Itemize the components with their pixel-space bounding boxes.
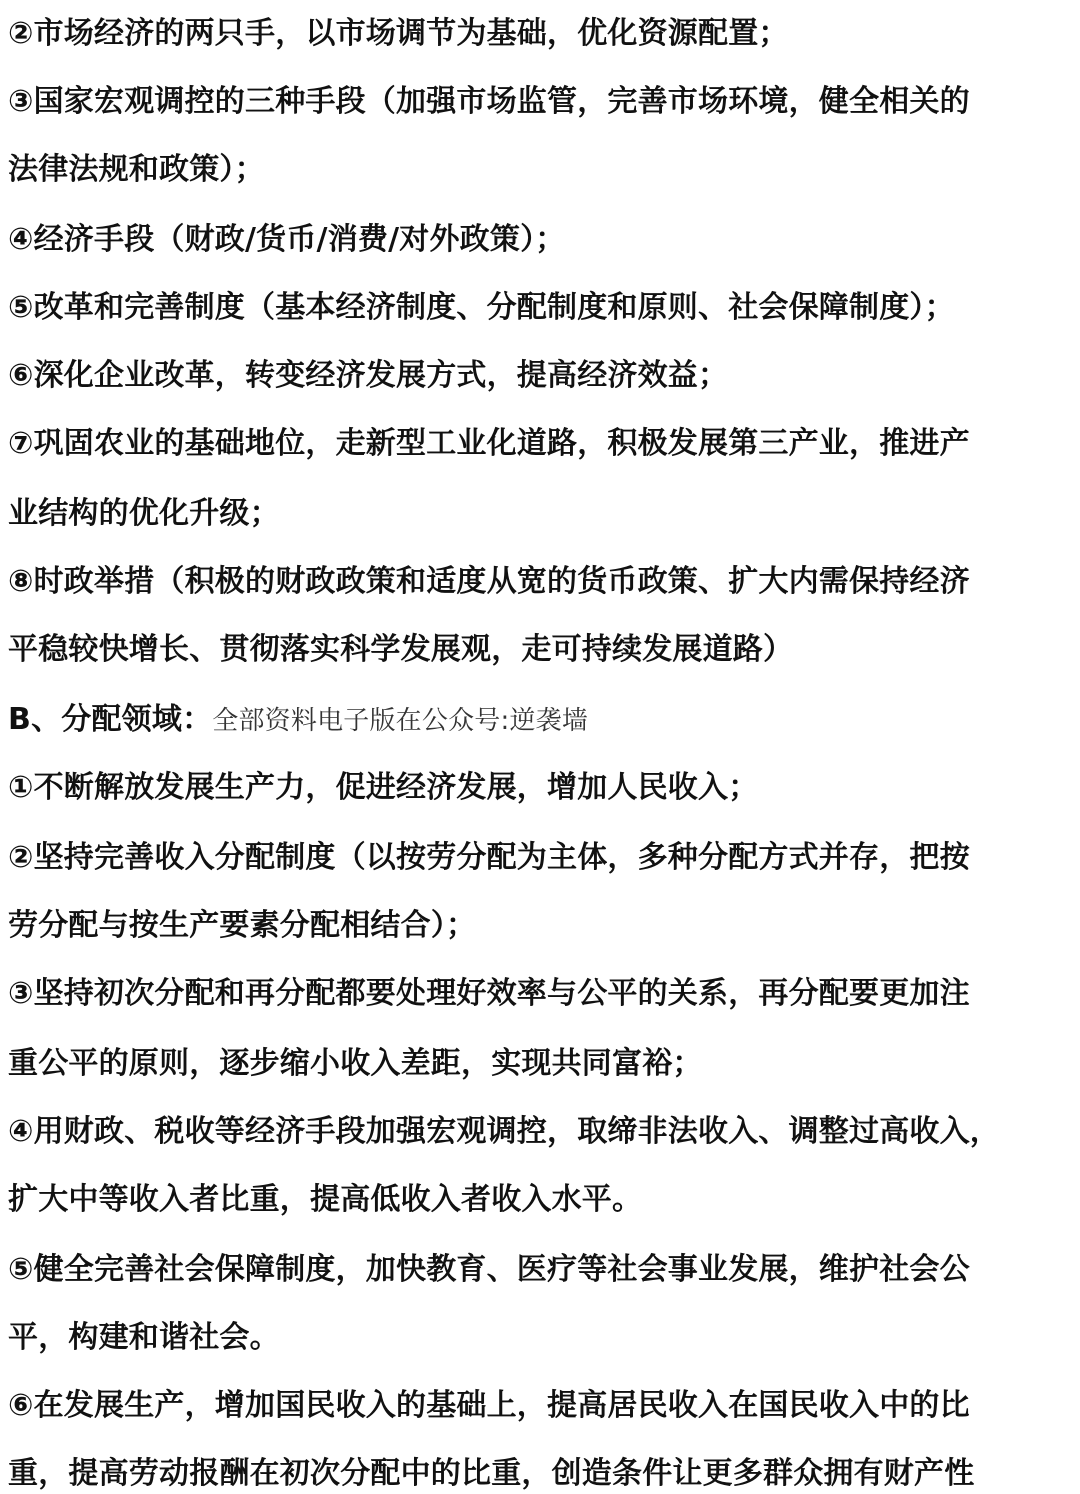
text-line: ②坚持完善收入分配制度（以按劳分配为主体，多种分配方式并存，把按	[8, 840, 970, 875]
text-line: ③坚持初次分配和再分配都要处理好效率与公平的关系，再分配要更加注	[8, 976, 970, 1011]
text-line: 重，提高劳动报酬在初次分配中的比重，创造条件让更多群众拥有财产性	[8, 1456, 975, 1491]
text-line: 劳分配与按生产要素分配相结合）；	[8, 908, 477, 943]
text-line: 法律法规和政策）；	[8, 152, 265, 187]
text-line: 平稳较快增长、贯彻落实科学发展观，走可持续发展道路）	[8, 632, 794, 667]
text-line: ⑤健全完善社会保障制度，加快教育、医疗等社会事业发展，维护社会公	[8, 1252, 970, 1287]
text-line: ⑥深化企业改革，转变经济发展方式，提高经济效益；	[8, 358, 729, 393]
text-line: ②市场经济的两只手，以市场调节为基础，优化资源配置；	[8, 16, 789, 51]
text-line: ⑤改革和完善制度（基本经济制度、分配制度和原则、社会保障制度）；	[8, 290, 955, 325]
text-line: ③国家宏观调控的三种手段（加强市场监管，完善市场环境，健全相关的	[8, 84, 970, 119]
text-line: 扩大中等收入者比重，提高低收入者收入水平。	[8, 1182, 643, 1217]
section-heading-note: 全部资料电子版在公众号:逆袭墙	[212, 706, 589, 736]
text-line: ⑧时政举措（积极的财政政策和适度从宽的货币政策、扩大内需保持经济	[8, 564, 970, 599]
text-line: 业结构的优化升级；	[8, 496, 280, 531]
text-line: 平，构建和谐社会。	[8, 1320, 280, 1355]
text-line: ④用财政、税收等经济手段加强宏观调控，取缔非法收入、调整过高收入，	[8, 1114, 1000, 1149]
text-line: 重公平的原则，逐步缩小收入差距，实现共同富裕；	[8, 1046, 703, 1081]
section-heading-label: B、分配领域：	[8, 702, 213, 737]
text-line: ⑥在发展生产，增加国民收入的基础上，提高居民收入在国民收入中的比	[8, 1388, 970, 1423]
text-line: ①不断解放发展生产力，促进经济发展，增加人民收入；	[8, 770, 759, 805]
text-line: ⑦巩固农业的基础地位，走新型工业化道路，积极发展第三产业，推进产	[8, 426, 970, 461]
text-line: ④经济手段（财政/货币/消费/对外政策）；	[8, 222, 566, 257]
section-heading	[8, 700, 588, 741]
